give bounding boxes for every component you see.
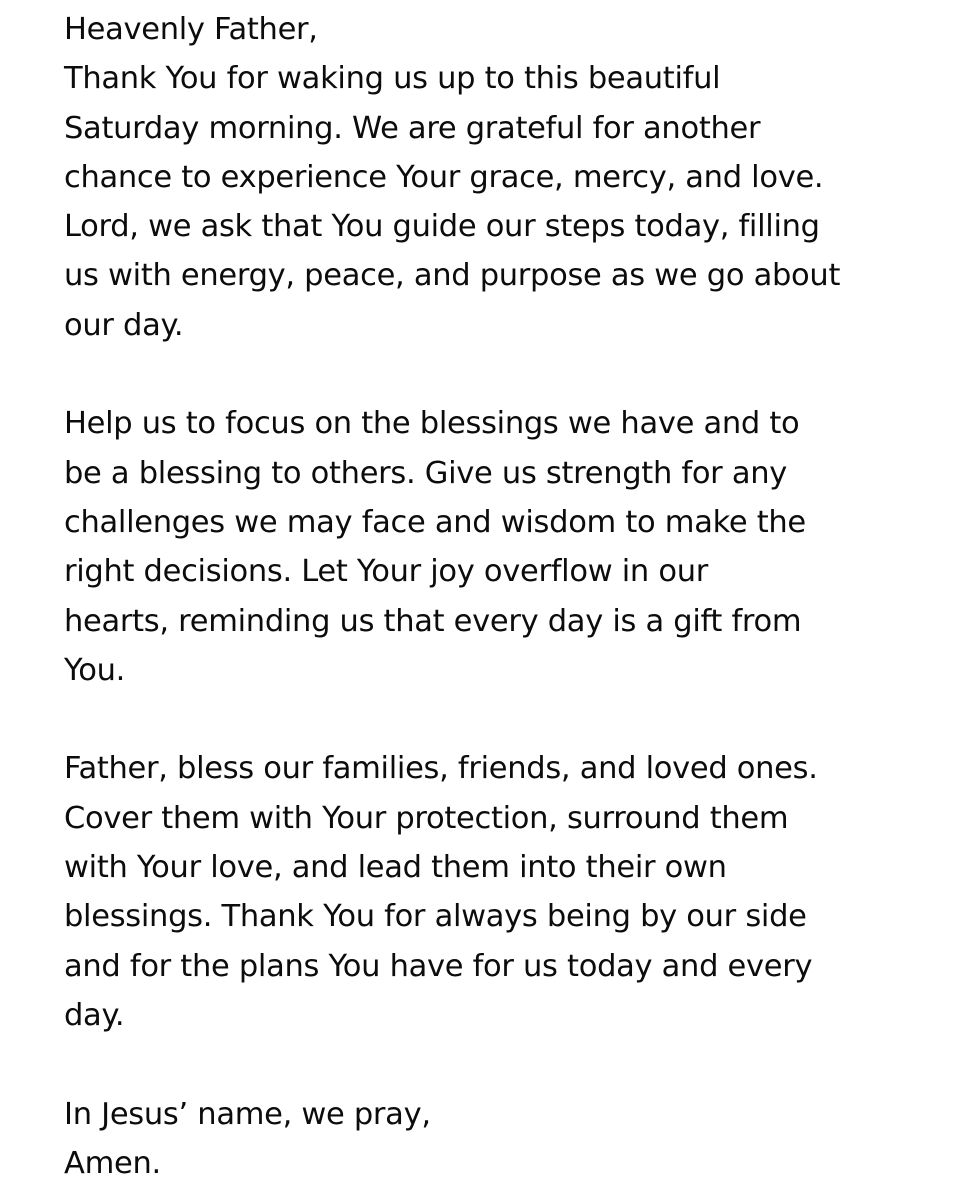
text-line: You. (64, 652, 126, 688)
paragraph-gap (64, 350, 944, 399)
text-line: be a blessing to others. Give us strength for any (64, 455, 787, 491)
paragraph-blessings (64, 399, 944, 695)
text-line: us with energy, peace, and purpose as we go about (64, 258, 841, 294)
prayer-document (64, 5, 944, 1188)
closing-line: In Jesus’ name, we pray, (64, 1096, 431, 1132)
text-line: and for the plans You have for us today and every (64, 948, 813, 984)
paragraph-gap (64, 695, 944, 744)
text-line: our day. (64, 307, 184, 343)
text-line: day. (64, 997, 125, 1033)
text-line: with Your love, and lead them into their own (64, 850, 727, 886)
text-line: Father, bless our families, friends, and loved ones. (64, 751, 818, 787)
paragraph-gap (64, 1040, 944, 1089)
closing (64, 1090, 944, 1189)
text-line: Lord, we ask that You guide our steps today, filling (64, 209, 820, 245)
text-line: right decisions. Let Your joy overflow in our (64, 554, 708, 590)
text-line: Thank You for waking us up to this beautiful (64, 61, 721, 97)
greeting: Heavenly Father, (64, 12, 318, 47)
text-line: Cover them with Your protection, surround them (64, 800, 789, 836)
text-line: chance to experience Your grace, mercy, and love. (64, 159, 824, 195)
text-line: blessings. Thank You for always being by our side (64, 899, 807, 935)
text-line: Saturday morning. We are grateful for another (64, 110, 761, 146)
paragraph-families (64, 744, 944, 1040)
text-line: Help us to focus on the blessings we have and to (64, 406, 800, 442)
paragraph-thanksgiving (64, 54, 944, 350)
text-line: challenges we may face and wisdom to make the (64, 504, 806, 540)
amen: Amen. (64, 1145, 161, 1181)
text-line: hearts, reminding us that every day is a gift from (64, 603, 802, 639)
